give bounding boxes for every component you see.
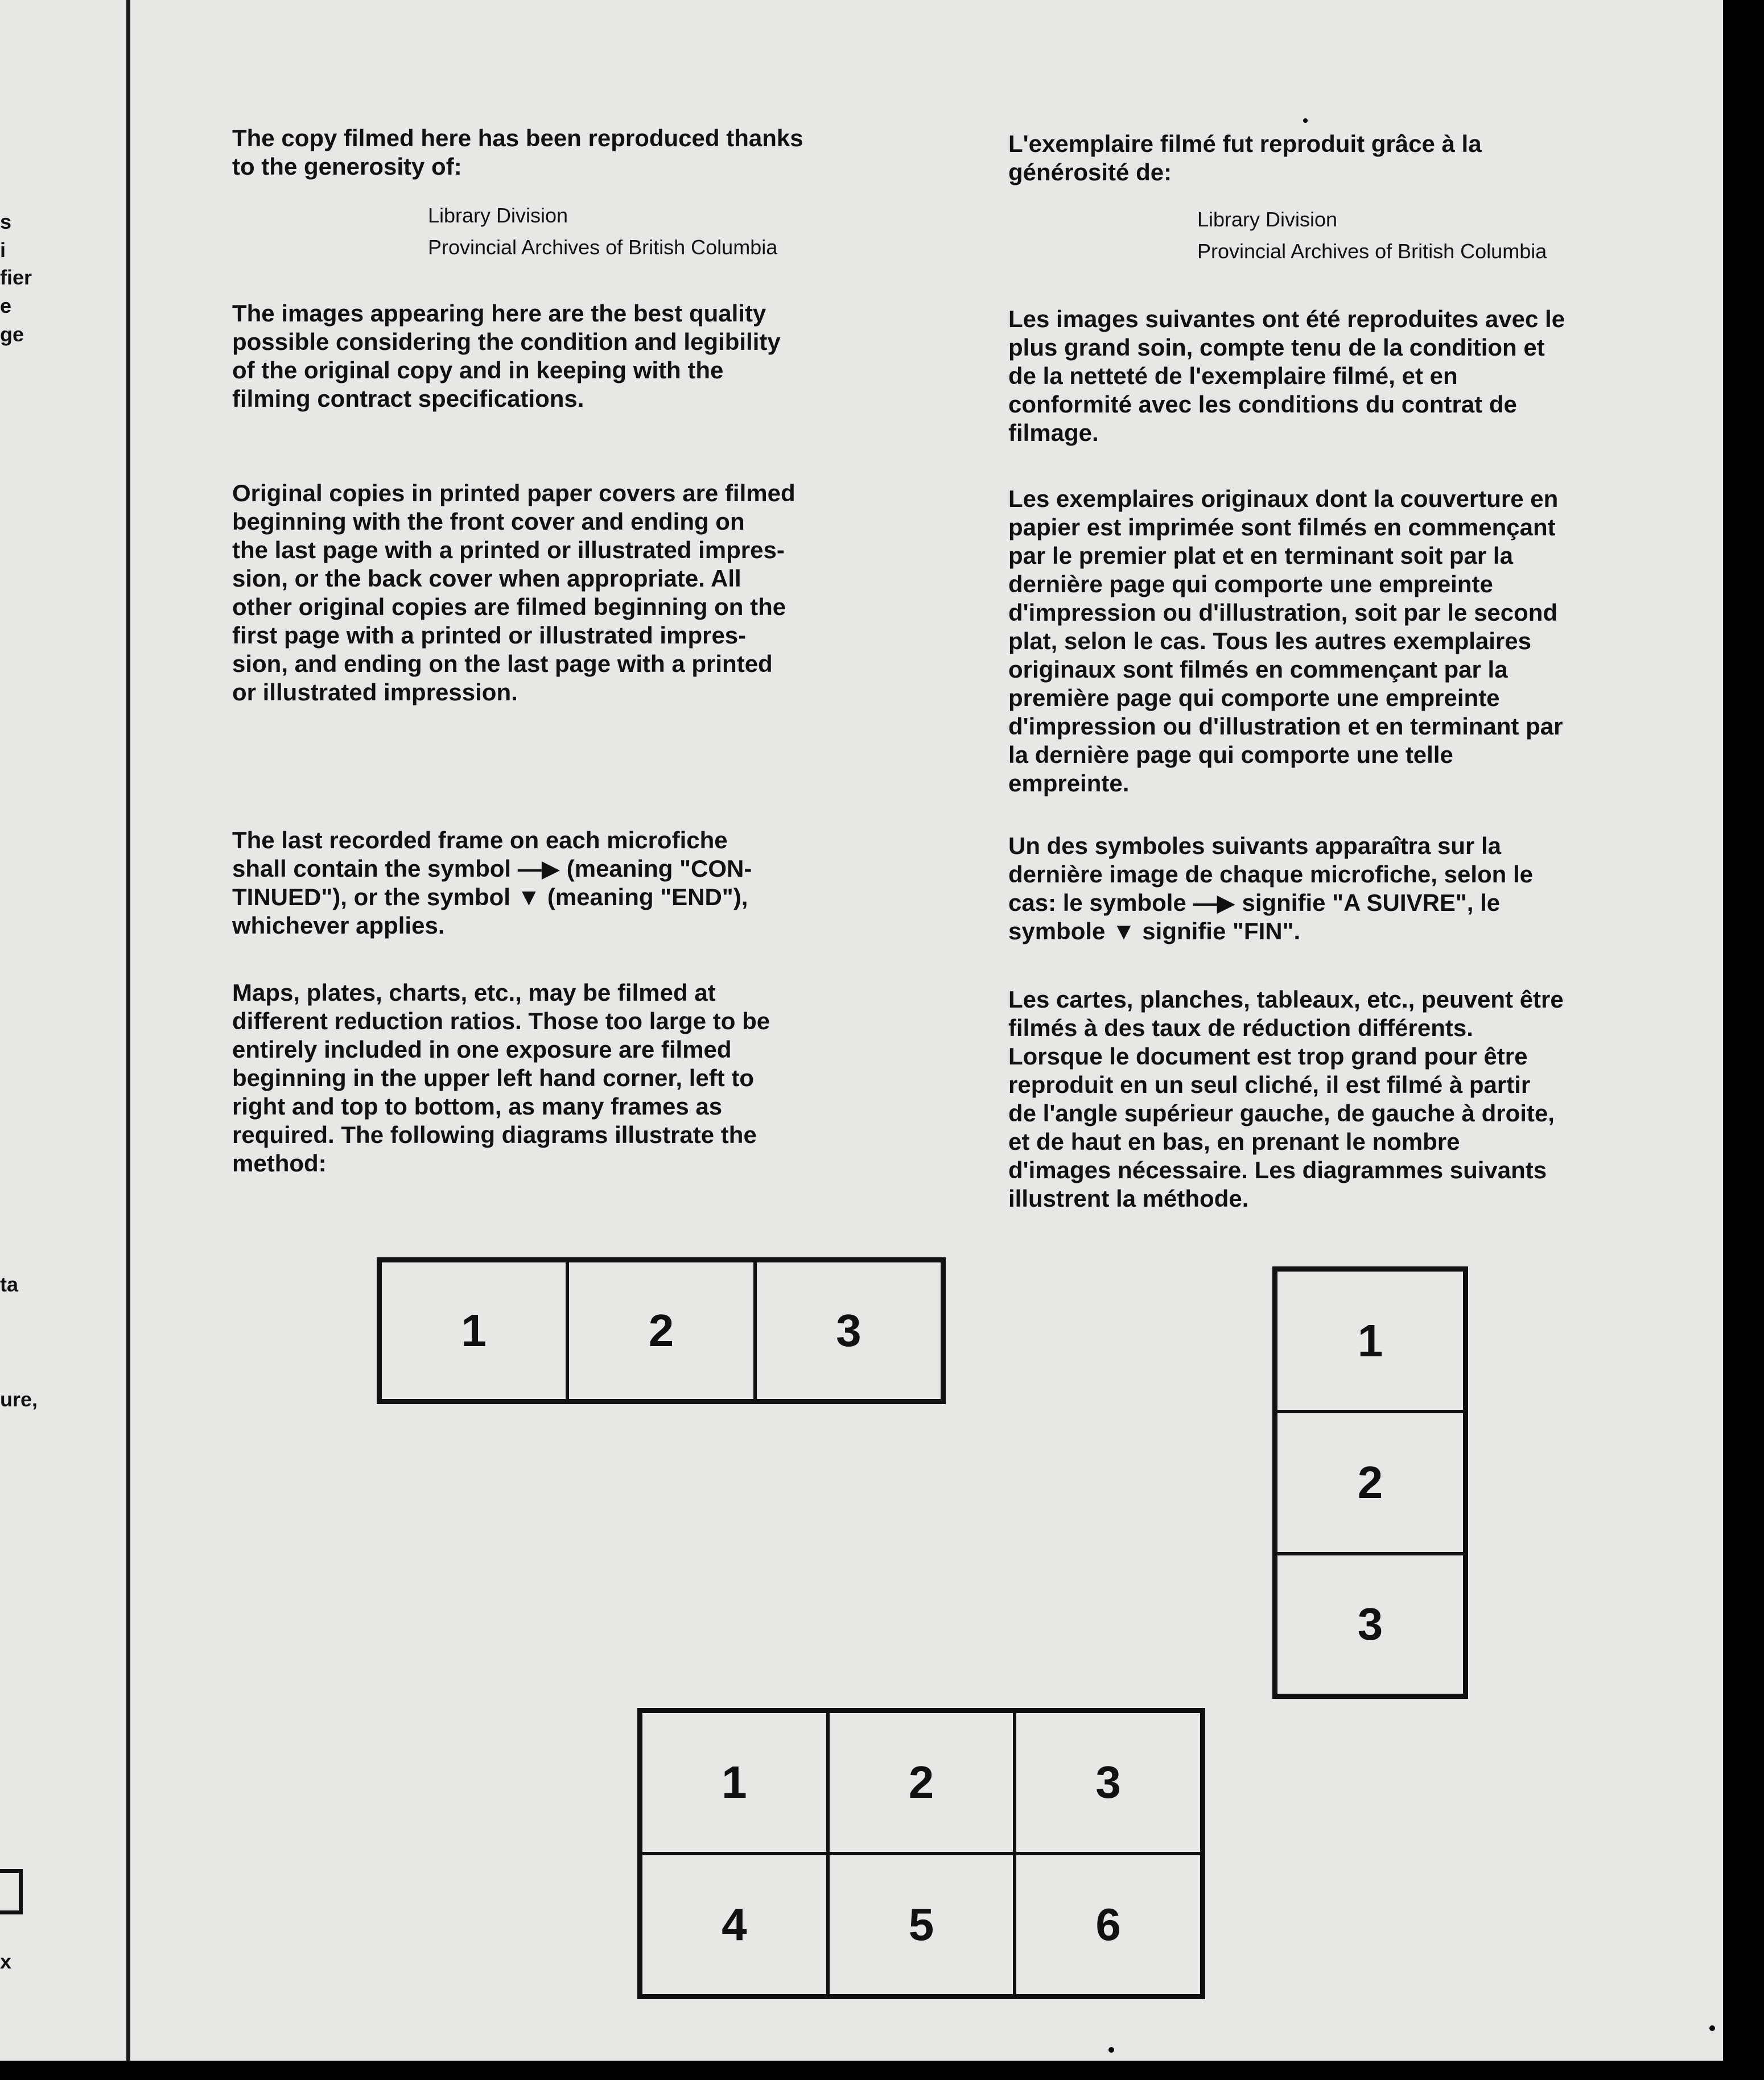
film-speck [1303,118,1308,123]
frame-cell: 5 [828,1854,1015,1996]
frame-cell: 2 [828,1711,1015,1854]
frame-cell: 3 [755,1261,942,1401]
prev-page-fragment: s [0,210,12,233]
frame-cell: 4 [641,1854,828,1996]
diagram-horizontal [377,1257,946,1404]
frame-cell: 1 [380,1261,567,1401]
english-quality: The images appearing here are the best quality possible considering the condition and legibility of the original copy and in keeping with the filming contract specifications. [232,300,781,412]
frame-cell: 6 [1015,1854,1202,1996]
french-library: Library Division Provincial Archives of British Columbia [1197,208,1547,263]
film-speck [1709,2025,1715,2031]
diagram-grid [637,1708,1205,1999]
film-speck [1108,2047,1114,2053]
french-symbols: Un des symboles suivants apparaîtra sur la dernière image de chaque microfiche, selon le cas: le symbole —▶ signifie "A SUIVRE", le symbole ▼ signifie "FIN". [1008,832,1533,944]
frame-cell: 1 [641,1711,828,1854]
french-quality: Les images suivantes ont été reproduites avec le plus grand soin, compte tenu de la condition et de la netteté de l'exemplaire filmé, et en conformité avec les conditions du contrat de filmage. [1008,306,1565,446]
prev-page-fragment: ta [0,1273,19,1296]
frame-divider [126,0,130,2061]
prev-page-fragment: ure, [0,1388,38,1411]
english-library: Library Division Provincial Archives of British Columbia [428,204,778,259]
english-thanks: The copy filmed here has been reproduced thanks to the generosity of: [232,125,803,180]
frame-cell: 3 [1015,1711,1202,1854]
frame-cell: 3 [1276,1554,1465,1695]
frame-cell: 2 [567,1261,755,1401]
french-maps: Les cartes, planches, tableaux, etc., peuvent être filmés à des taux de réduction différents. Lorsque le document est trop grand pour être reproduit en un seul cliché, il est filmé à partir de l'angle supérieur gauche, de gauche à droite, et de haut en bas, en prenant le nombre d'images nécessaire. Les diagrammes suivants illustrent la méthode. [1008,986,1564,1212]
prev-page-fragment: x [0,1950,12,1973]
prev-page-fragment: fier [0,266,32,289]
english-symbols: The last recorded frame on each microfiche shall contain the symbol —▶ (meaning "CON- TINUED"), or the symbol ▼ (meaning "END"), whichever applies. [232,827,752,939]
prev-page-box [0,1869,23,1914]
frame-cell: 1 [1276,1270,1465,1412]
french-originals: Les exemplaires originaux dont la couverture en papier est imprimée sont filmés en commençant par le premier plat et en terminant soit par la dernière page qui comporte une empreinte d'impression ou d'illustration, soit par le second plat, selon le cas. Tous les autres exemplaires originaux sont filmés en commençant par la première page qui comporte une empreinte d'impression ou d'illustration et en terminant par la dernière page qui comporte une telle empreinte. [1008,485,1563,796]
prev-page-fragment: e [0,294,12,317]
english-maps: Maps, plates, charts, etc., may be filmed at different reduction ratios. Those too large to be entirely included in one exposure are filmed beginning in the upper left hand corner, left to right and top to bottom, as many frames as required. The following diagrams illustrate the method: [232,979,770,1177]
english-originals: Original copies in printed paper covers are filmed beginning with the front cover and ending on the last page with a printed or illustrated impres- sion, or the back cover when appropriate. All other original copies are filmed beginning on the first page with a printed or illustrated impres- sion, and ending on the last page with a printed or illustrated impression. [232,480,796,705]
diagram-vertical [1272,1266,1468,1699]
frame-cell: 2 [1276,1412,1465,1553]
french-thanks: L'exemplaire filmé fut reproduit grâce à la générosité de: [1008,130,1482,185]
prev-page-fragment: ge [0,323,24,346]
prev-page-fragment: i [0,238,6,262]
